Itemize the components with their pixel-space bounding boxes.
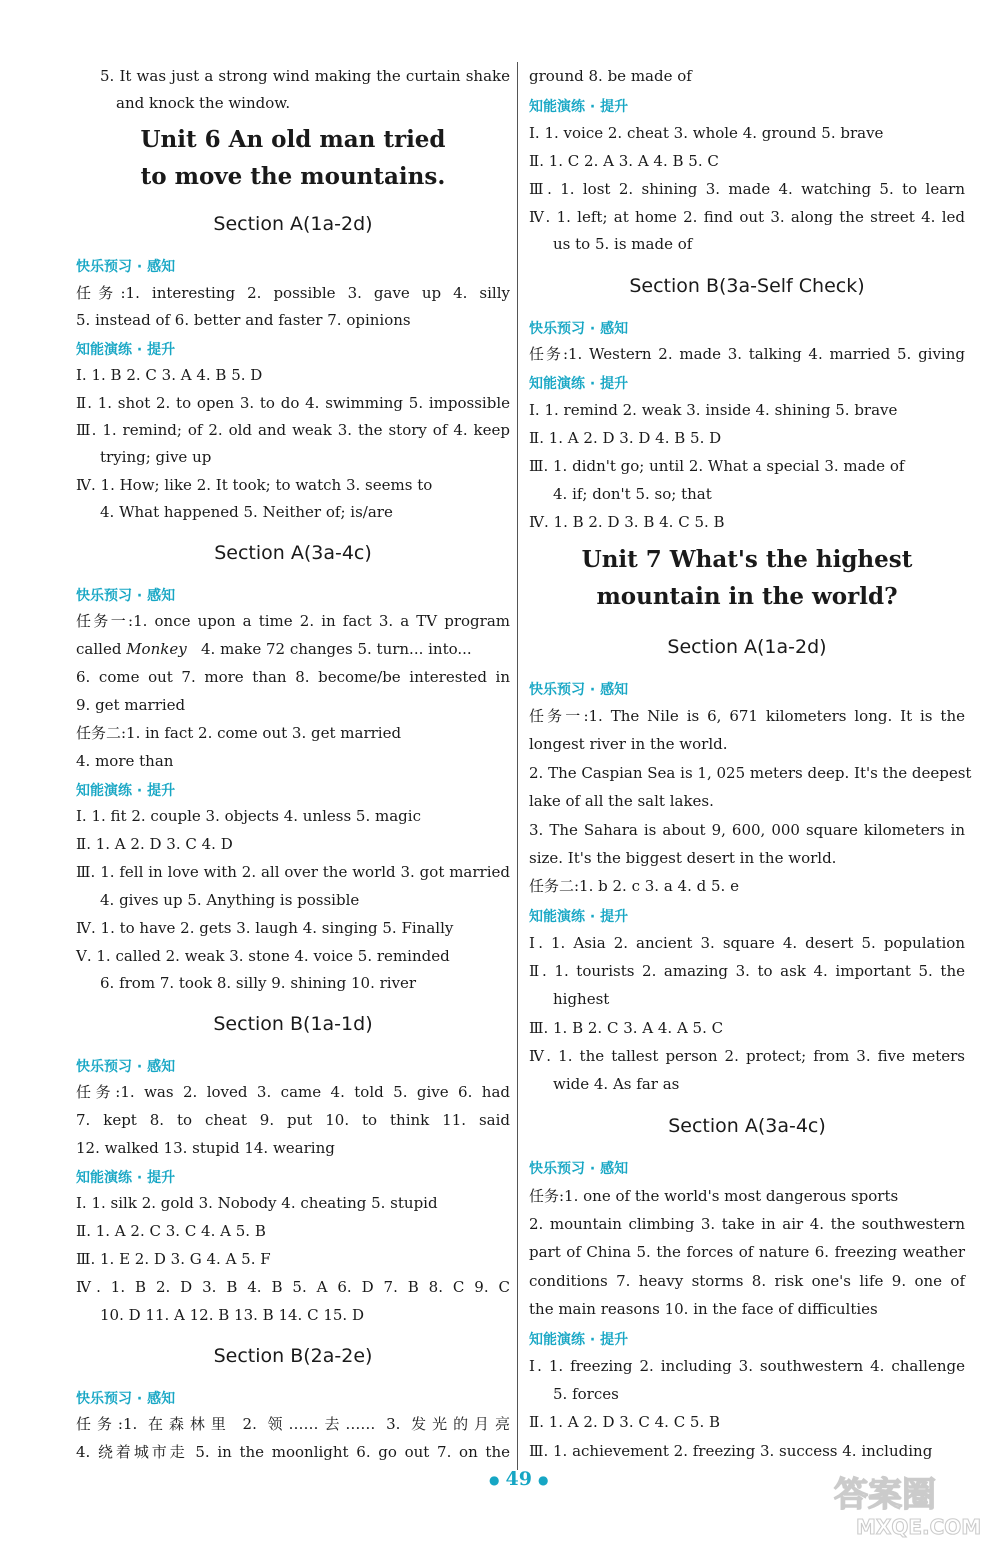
answer-line: 任务一:1. The Nile is 6, 671 kilometers long. It is the [529, 707, 965, 725]
answer-line: 6. come out 7. more than 8. become/be interested in [76, 668, 510, 686]
section-heading: Section A(3a-4c) [668, 1115, 826, 1137]
answer-line: highest [553, 990, 610, 1008]
section-heading: Section A(1a-2d) [213, 213, 373, 235]
answer-line: Ⅳ. 1. B 2. D 3. B 4. C 5. B [529, 513, 725, 531]
answer-text-italic: Monkey [126, 640, 187, 658]
answer-line: 任务:1. interesting 2. possible 3. gave up 4. silly [76, 284, 510, 302]
answer-line: 任务二:1. in fact 2. come out 3. get married [76, 724, 402, 742]
answer-line: ground 8. be made of [529, 67, 692, 85]
practice-label: 知能演练 · 提升 [529, 376, 629, 392]
answer-line: 4. gives up 5. Anything is possible [100, 891, 360, 909]
answer-line: Ⅲ. 1. lost 2. shining 3. made 4. watching 5. to learn [529, 180, 965, 198]
unit-6-title: Unit 6 An old man tried [140, 126, 446, 153]
answer-line: 4. more than [76, 752, 174, 770]
answer-line: longest river in the world. [529, 735, 728, 753]
answer-line: Ⅱ. 1. tourists 2. amazing 3. to ask 4. important 5. the [529, 962, 965, 980]
practice-label: 知能演练 · 提升 [529, 99, 629, 115]
section-heading: Section B(3a-Self Check) [629, 275, 865, 297]
answer-line: part of China 5. the forces of nature 6. freezing weather [529, 1243, 965, 1261]
answer-text: called [76, 640, 122, 658]
answer-line: Ⅱ. 1. shot 2. to open 3. to do 4. swimming 5. impossible [76, 394, 510, 412]
answer-line: Ⅱ. 1. A 2. D 3. C 4. C 5. B [529, 1413, 721, 1431]
section-heading: Section B(1a-1d) [213, 1013, 373, 1035]
answer-line: trying; give up [100, 448, 212, 466]
preview-label: 快乐预习 · 感知 [529, 321, 629, 337]
answer-line: 4. What happened 5. Neither of; is/are [100, 503, 393, 521]
answer-line: Ⅱ. 1. A 2. D 3. C 4. D [76, 835, 233, 853]
answer-line: Ⅴ. 1. called 2. weak 3. stone 4. voice 5. reminded [76, 947, 450, 965]
page-number-value: 49 [505, 1468, 532, 1490]
preview-label: 快乐预习 · 感知 [76, 1391, 176, 1407]
answer-line: Ⅲ. 1. achievement 2. freezing 3. success 4. including [529, 1442, 933, 1460]
watermark-logo [826, 1468, 998, 1543]
unit-7-title: Unit 7 What's the highest [581, 546, 913, 573]
answer-line: Ⅱ. 1. C 2. A 3. A 4. B 5. C [529, 152, 719, 170]
answer-line: Ⅳ. 1. left; at home 2. find out 3. along the street 4. led [529, 208, 965, 226]
answer-line: Ⅰ. 1. fit 2. couple 3. objects 4. unless 5. magic [76, 807, 421, 825]
section-heading: Section A(3a-4c) [214, 542, 372, 564]
practice-label: 知能演练 · 提升 [76, 783, 176, 799]
answer-line: Ⅲ. 1. B 2. C 3. A 4. A 5. C [529, 1019, 724, 1037]
answer-line: 5. instead of 6. better and faster 7. opinions [76, 311, 411, 329]
answer-line: Ⅰ. 1. voice 2. cheat 3. whole 4. ground 5. brave [529, 124, 884, 142]
answer-line: 2. mountain climbing 3. take in air 4. the southwestern [529, 1215, 965, 1233]
answer-line: Ⅰ. 1. remind 2. weak 3. inside 4. shining 5. brave [529, 401, 898, 419]
answer-line: 任务一:1. once upon a time 2. in fact 3. a TV program [76, 612, 510, 630]
answer-line: Ⅱ. 1. A 2. D 3. D 4. B 5. D [529, 429, 722, 447]
answer-line: lake of all the salt lakes. [529, 792, 714, 810]
answer-line: us to 5. is made of [553, 235, 693, 253]
watermark-url: MXQE.COM [856, 1515, 982, 1539]
answer-line: 2. The Caspian Sea is 1, 025 meters deep. It's the deepest [529, 764, 972, 782]
answer-text: 4. make 72 changes 5. turn... into... [201, 640, 472, 658]
answer-line: size. It's the biggest desert in the world. [529, 849, 837, 867]
answer-line: 10. D 11. A 12. B 13. B 14. C 15. D [100, 1306, 364, 1324]
answer-line: 3. The Sahara is about 9, 600, 000 square kilometers in [529, 821, 965, 839]
page-number: ● 49 ● [489, 1468, 549, 1490]
answer-line: Ⅲ. 1. didn't go; until 2. What a special 3. made of [529, 457, 905, 475]
answer-line: 任务:1. was 2. loved 3. came 4. told 5. give 6. had [76, 1083, 510, 1101]
answer-line [76, 639, 472, 659]
answer-line: Ⅲ. 1. remind; of 2. old and weak 3. the story of 4. keep [76, 421, 510, 439]
answer-line: Ⅰ. 1. freezing 2. including 3. southwestern 4. challenge [529, 1357, 965, 1375]
answer-line: Ⅰ. 1. B 2. C 3. A 4. B 5. D [76, 366, 263, 384]
answer-line: Ⅰ. 1. Asia 2. ancient 3. square 4. desert 5. population [529, 934, 965, 952]
practice-label: 知能演练 · 提升 [529, 1332, 629, 1348]
watermark-cn: 答案圈 [834, 1475, 936, 1515]
column-divider [517, 62, 518, 1470]
preview-label: 快乐预习 · 感知 [529, 682, 629, 698]
answer-line: 5. It was just a strong wind making the curtain shake [100, 67, 510, 85]
answer-line: 4. 绕着城市走 5. in the moonlight 6. go out 7. on the [76, 1443, 510, 1461]
practice-label: 知能演练 · 提升 [76, 1170, 176, 1186]
preview-label: 快乐预习 · 感知 [529, 1161, 629, 1177]
answer-line: Ⅳ. 1. How; like 2. It took; to watch 3. seems to [76, 476, 433, 494]
unit-7-title-cont: mountain in the world? [596, 583, 898, 610]
practice-label: 知能演练 · 提升 [529, 909, 629, 925]
answer-line: 任务二:1. b 2. c 3. a 4. d 5. e [529, 877, 739, 895]
answer-line: Ⅳ. 1. to have 2. gets 3. laugh 4. singing 5. Finally [76, 919, 454, 937]
preview-label: 快乐预习 · 感知 [76, 588, 176, 604]
answer-line: conditions 7. heavy storms 8. risk one's life 9. one of [529, 1272, 965, 1290]
section-heading: Section B(2a-2e) [213, 1345, 373, 1367]
answer-line: Ⅳ. 1. B 2. D 3. B 4. B 5. A 6. D 7. B 8. C 9. C [76, 1278, 510, 1296]
answer-line: 7. kept 8. to cheat 9. put 10. to think 11. said [76, 1111, 510, 1129]
practice-label: 知能演练 · 提升 [76, 342, 176, 358]
answer-line: Ⅰ. 1. silk 2. gold 3. Nobody 4. cheating 5. stupid [76, 1194, 438, 1212]
answer-line: Ⅲ. 1. E 2. D 3. G 4. A 5. F [76, 1250, 271, 1268]
answer-line: wide 4. As far as [553, 1075, 680, 1093]
answer-line: 任务:1. 在森林里 2. 领……去…… 3. 发光的月亮 [76, 1415, 510, 1433]
answer-line: and knock the window. [116, 94, 291, 112]
answer-line: 6. from 7. took 8. silly 9. shining 10. river [100, 974, 417, 992]
section-heading: Section A(1a-2d) [667, 636, 827, 658]
unit-6-title-cont: to move the mountains. [140, 163, 446, 190]
watermark-logo-graphic [826, 1468, 998, 1543]
answer-line: Ⅲ. 1. fell in love with 2. all over the world 3. got married [76, 863, 510, 881]
answer-line: 12. walked 13. stupid 14. wearing [76, 1139, 335, 1157]
answer-line: 4. if; don't 5. so; that [553, 485, 712, 503]
answer-line: 任务:1. one of the world's most dangerous sports [529, 1187, 899, 1205]
preview-label: 快乐预习 · 感知 [76, 1059, 176, 1075]
answer-line: 9. get married [76, 696, 186, 714]
answer-line: 5. forces [553, 1385, 619, 1403]
answer-line: Ⅳ. 1. the tallest person 2. protect; from 3. five meters [529, 1047, 965, 1065]
answer-line: Ⅱ. 1. A 2. C 3. C 4. A 5. B [76, 1222, 266, 1240]
preview-label: 快乐预习 · 感知 [76, 259, 176, 275]
answer-line: 任务:1. Western 2. made 3. talking 4. married 5. giving [529, 345, 965, 363]
answer-line: the main reasons 10. in the face of difficulties [529, 1300, 878, 1318]
